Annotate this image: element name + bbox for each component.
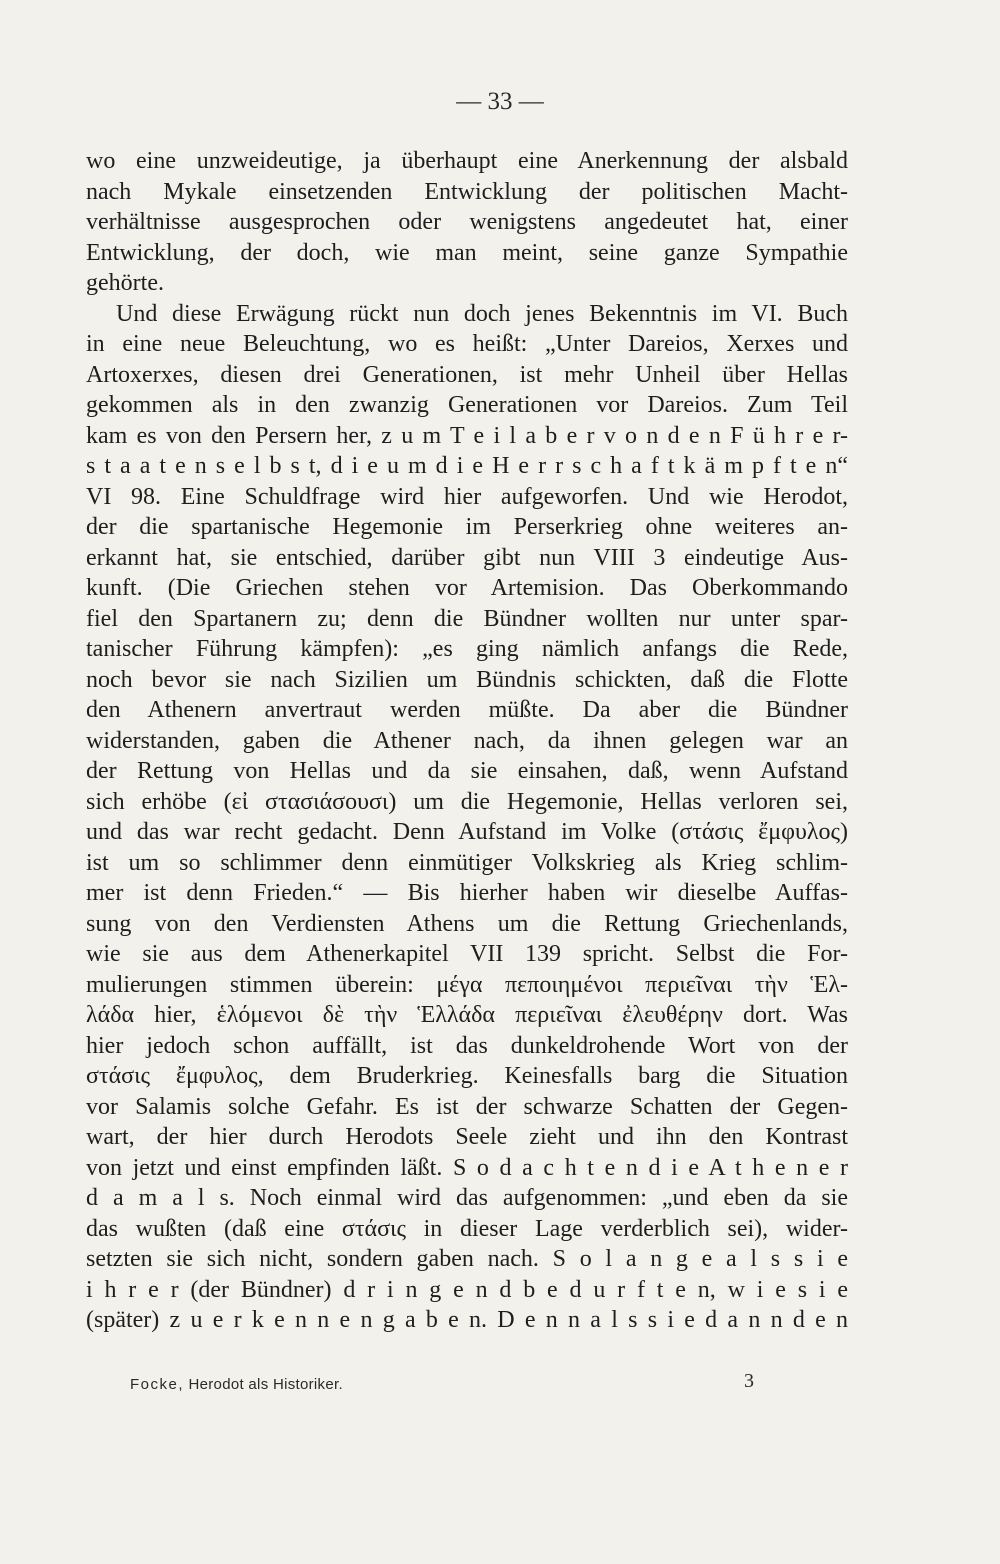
text-line: i h r e r (der Bündner) d r i n g e n d b e d u r f t e n, w i e s i e xyxy=(86,1276,848,1303)
text-line: mer ist denn Frieden.“ — Bis hierher haben wir dieselbe Auffas- xyxy=(86,880,848,906)
page-number: — 33 — xyxy=(456,88,544,115)
text-line: Und diese Erwägung rückt nun doch jenes Bekenntnis im VI. Buch xyxy=(116,300,848,327)
body-text xyxy=(86,146,848,1336)
text-line: der die spartanische Hegemonie im Perserkrieg ohne weiteres an- xyxy=(86,514,848,540)
text-line: στάσις ἔμφυλος, dem Bruderkrieg. Keinesfalls barg die Situation xyxy=(86,1063,848,1089)
text-line: hier jedoch schon auffällt, ist das dunkeldrohende Wort von der xyxy=(86,1032,848,1059)
text-line: sich erhöbe (εἰ στασιάσουσι) um die Hegemonie, Hellas verloren sei, xyxy=(86,788,848,815)
text-line: λάδα hier, ἑλόμενοι δὲ τὴν Ἑλλάδα περιεῖναι ἐλευθέρην dort. Was xyxy=(86,1002,848,1028)
text-line: mulierungen stimmen überein: μέγα πεποιημένοι περιεῖναι τὴν Ἑλ- xyxy=(86,971,848,998)
text-line: vor Salamis solche Gefahr. Es ist der schwarze Schatten der Gegen- xyxy=(86,1093,848,1120)
footer-author: Focke, xyxy=(130,1376,185,1393)
footer-title: Herodot als Historiker. xyxy=(188,1376,343,1393)
text-line: wie sie aus dem Athenerkapitel VII 139 spricht. Selbst die For- xyxy=(86,941,848,967)
text-line: und das war recht gedacht. Denn Aufstand im Volke (στάσις ἔμφυλος) xyxy=(86,819,848,845)
text-line: widerstanden, gaben die Athener nach, da ihnen gelegen war an xyxy=(86,727,848,754)
text-line: nach Mykale einsetzenden Entwicklung der politischen Macht- xyxy=(86,178,848,205)
text-line: das wußten (daß eine στάσις in dieser Lage verderblich sei), wider- xyxy=(86,1215,848,1242)
text-line: tanischer Führung kämpfen): „es ging nämlich anfangs die Rede, xyxy=(86,636,848,662)
text-line: der Rettung von Hellas und da sie einsahen, daß, wenn Aufstand xyxy=(86,758,848,784)
text-line: gehörte. xyxy=(86,270,164,296)
text-line: s t a a t e n s e l b s t, d i e u m d i e H e r r s c h a f t k ä m p f t e n“ xyxy=(86,453,848,479)
signature-mark: 3 xyxy=(744,1370,754,1392)
text-line: den Athenern anvertraut werden müßte. Da aber die Bündner xyxy=(86,697,848,723)
text-line: setzten sie sich nicht, sondern gaben nach. S o l a n g e a l s s i e xyxy=(86,1246,848,1272)
text-line: fiel den Spartanern zu; denn die Bündner wollten nur unter spar- xyxy=(86,605,848,632)
text-line: ist um so schlimmer denn einmütiger Volkskrieg als Krieg schlim- xyxy=(86,849,848,876)
text-line: Artoxerxes, diesen drei Generationen, ist mehr Unheil über Hellas xyxy=(86,361,848,388)
text-line: d a m a l s. Noch einmal wird das aufgenommen: „und eben da sie xyxy=(86,1185,848,1211)
text-line: kunft. (Die Griechen stehen vor Artemision. Das Oberkommando xyxy=(86,575,848,601)
text-line: wo eine unzweideutige, ja überhaupt eine Anerkennung der alsbald xyxy=(86,148,848,174)
text-line: Entwicklung, der doch, wie man meint, seine ganze Sympathie xyxy=(86,239,848,266)
text-line: noch bevor sie nach Sizilien um Bündnis schickten, daß die Flotte xyxy=(86,666,848,693)
text-line: (später) z u e r k e n n e n g a b e n. D e n n a l s s i e d a n n d e n xyxy=(86,1307,848,1333)
text-line: erkannt hat, sie entschied, darüber gibt nun VIII 3 eindeutige Aus- xyxy=(86,544,848,571)
running-footer xyxy=(130,1376,770,1393)
text-line: VI 98. Eine Schuldfrage wird hier aufgeworfen. Und wie Herodot, xyxy=(86,483,848,510)
text-line: gekommen als in den zwanzig Generationen vor Dareios. Zum Teil xyxy=(86,392,848,418)
text-line: von jetzt und einst empfinden läßt. S o d a c h t e n d i e A t h e n e r xyxy=(86,1154,848,1181)
text-line: wart, der hier durch Herodots Seele zieht und ihn den Kontrast xyxy=(86,1124,848,1150)
text-line: verhältnisse ausgesprochen oder wenigstens angedeutet hat, einer xyxy=(86,209,848,235)
text-line: in eine neue Beleuchtung, wo es heißt: „Unter Dareios, Xerxes und xyxy=(86,331,848,357)
text-line: sung von den Verdiensten Athens um die Rettung Griechenlands, xyxy=(86,910,848,937)
text-line: kam es von den Persern her, z u m T e i l a b e r v o n d e n F ü h r e r- xyxy=(86,422,848,449)
